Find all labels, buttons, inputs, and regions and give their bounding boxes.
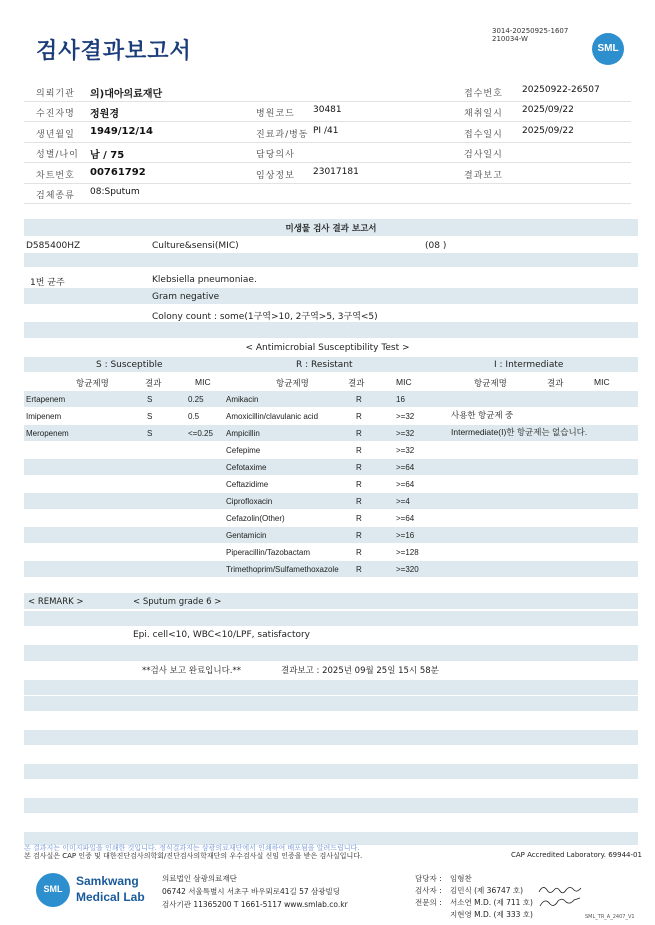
org-address: 06742 서울특별시 서초구 바우뫼로41길 57 삼광빌딩 <box>162 887 341 896</box>
drug-mic: 0.25 <box>188 395 204 404</box>
blank-band <box>24 322 638 338</box>
info-row <box>24 81 631 102</box>
field-label: 접수번호 <box>464 89 503 99</box>
field-value: 2025/09/22 <box>522 126 574 136</box>
gram-stain: Gram negative <box>152 292 220 302</box>
page-title: 검사결과보고서 <box>36 39 192 64</box>
legend-susceptible: S : Susceptible <box>96 360 163 370</box>
legend-resistant: R : Resistant <box>296 360 353 370</box>
field-label: 검체종류 <box>36 191 75 201</box>
staff-role: 전문의 : <box>415 898 442 907</box>
info-row <box>24 122 631 143</box>
drug-name: Ceftazidime <box>226 480 269 489</box>
document-id: 3014-20250925-1607 210034-W <box>492 27 569 43</box>
field-label: 차트번호 <box>36 171 75 181</box>
org-contact: 검사기관 11365200 T 1661-5117 www.smlab.co.kr <box>162 900 348 909</box>
field-label: 성별/나이 <box>36 150 79 160</box>
field-value: 23017181 <box>313 167 359 177</box>
blank-band <box>24 730 638 745</box>
column-header: 결과 <box>145 378 162 388</box>
blank-band <box>24 764 638 779</box>
brand-line-1: Samkwang <box>76 874 139 888</box>
organism-label: 1번 균주 <box>30 278 65 288</box>
info-row <box>24 101 631 122</box>
drug-mic: >=128 <box>396 548 419 557</box>
column-header: 항균제명 <box>76 378 109 388</box>
drug-name: Trimethoprim/Sulfamethoxazole <box>226 565 339 574</box>
field-label: 검사일시 <box>464 150 503 160</box>
drug-name: Gentamicin <box>226 531 267 540</box>
intermediate-note-1: 사용한 항균제 중 <box>451 410 514 420</box>
info-row <box>24 163 631 184</box>
drug-result: R <box>356 395 362 404</box>
column-header: MIC <box>195 377 211 387</box>
section-title-band <box>24 219 638 236</box>
drug-result: S <box>147 412 153 421</box>
blank-band <box>24 798 638 813</box>
info-row <box>24 183 631 204</box>
drug-mic: 16 <box>396 395 405 404</box>
intermediate-note-2: Intermediate(I)한 항균제는 없습니다. <box>451 427 588 437</box>
drug-result: S <box>147 395 153 404</box>
drug-result: R <box>356 497 362 506</box>
drug-mic: >=320 <box>396 565 419 574</box>
drug-mic: >=64 <box>396 514 415 523</box>
column-header: 항균제명 <box>276 378 309 388</box>
field-label: 진료과/병동 <box>256 130 309 140</box>
field-value: PI /41 <box>313 126 339 136</box>
remark-detail: Epi. cell<10, WBC<10/LPF, satisfactory <box>133 630 311 640</box>
remark-label: < REMARK > <box>28 597 84 607</box>
drug-name: Cefazolin(Other) <box>226 514 285 523</box>
staff-name: 임형찬 <box>450 874 472 883</box>
form-code: SML_TR_A_2407_V1 <box>585 914 635 920</box>
staff-role: 검사자 : <box>415 886 442 895</box>
drug-mic: >=32 <box>396 429 415 438</box>
field-label: 결과보고 <box>464 171 503 181</box>
row-band <box>24 493 638 509</box>
drug-result: S <box>147 429 153 438</box>
staff-name: 김민식 (제 36747 호) <box>450 886 524 895</box>
drug-mic: >=4 <box>396 497 410 506</box>
drug-mic: 0.5 <box>188 412 200 421</box>
drug-name: Imipenem <box>26 412 62 421</box>
drug-name: Cefotaxime <box>226 463 267 472</box>
field-value: 정원경 <box>90 109 119 120</box>
row-band <box>24 459 638 475</box>
cap-accreditation: CAP Accredited Laboratory. 69944-01 <box>511 851 642 859</box>
gram-band <box>24 288 638 304</box>
field-value: 30481 <box>313 105 342 115</box>
certification-note: 본 검사실은 CAP 인증 및 대한진단검사의학회/진단검사의학재단의 우수검사실 신임 인증을 받은 검사실입니다. <box>24 852 363 860</box>
blank-band <box>24 253 638 267</box>
drug-name: Cefepime <box>226 446 261 455</box>
drug-result: R <box>356 446 362 455</box>
field-value: 의)대아의료재단 <box>90 89 163 100</box>
organism-name: Klebsiella pneumoniae. <box>152 275 257 285</box>
field-label: 담당의사 <box>256 150 295 160</box>
field-value: 08:Sputum <box>90 187 140 197</box>
row-band <box>24 391 638 407</box>
sml-logo: SML <box>592 33 624 65</box>
column-header: MIC <box>396 377 412 387</box>
drug-result: R <box>356 480 362 489</box>
report-complete: **검사 보고 완료입니다.** <box>142 666 242 676</box>
legend-intermediate: I : Intermediate <box>494 360 564 370</box>
drug-name: Ertapenem <box>26 395 66 404</box>
drug-name: Ciprofloxacin <box>226 497 273 506</box>
blank-band <box>24 680 638 695</box>
field-label: 의뢰기관 <box>36 89 75 99</box>
info-row <box>24 142 631 163</box>
drug-name: Meropenem <box>26 429 69 438</box>
drug-result: R <box>356 548 362 557</box>
drug-result: R <box>356 514 362 523</box>
test-name: Culture&sensi(MIC) <box>152 241 239 251</box>
field-value: 2025/09/22 <box>522 105 574 115</box>
field-label: 병원코드 <box>256 109 295 119</box>
colony-count: Colony count : some(1구역>10, 2구역>5, 3구역<5) <box>152 312 378 322</box>
ast-title: < Antimicrobial Susceptibility Test > <box>245 343 410 353</box>
test-number: (08 ) <box>425 241 447 251</box>
drug-mic: <=0.25 <box>188 429 213 438</box>
staff-role: 담당자 : <box>415 874 442 883</box>
drug-result: R <box>356 429 362 438</box>
field-label: 접수일시 <box>464 130 503 140</box>
blank-band <box>24 611 638 626</box>
drug-result: R <box>356 412 362 421</box>
field-label: 수진자명 <box>36 109 75 119</box>
samkwang-logo-icon: SML <box>36 873 70 907</box>
field-value: 남 / 75 <box>90 150 125 161</box>
drug-name: Amoxicillin/clavulanic acid <box>226 412 319 421</box>
field-label: 채취일시 <box>464 109 503 119</box>
remark-band <box>24 593 638 609</box>
section-title: 미생물 검사 결과 보고서 <box>285 224 377 234</box>
drug-result: R <box>356 531 362 540</box>
drug-name: Ampicillin <box>226 429 260 438</box>
column-header: 결과 <box>547 378 564 388</box>
field-value: 20250922-26507 <box>522 85 600 95</box>
field-value: 00761792 <box>90 167 146 178</box>
blank-band <box>24 645 638 661</box>
drug-name: Piperacillin/Tazobactam <box>226 548 311 557</box>
sputum-grade: < Sputum grade 6 > <box>133 597 222 607</box>
watermark-note: 본 결과지는 이미지파일을 인쇄한 것입니다. 정식결과지는 삼광의료재단에서 인쇄하여 배포됨을 알려드립니다. <box>24 844 360 852</box>
field-value: 1949/12/14 <box>90 126 153 137</box>
drug-result: R <box>356 463 362 472</box>
drug-name: Amikacin <box>226 395 259 404</box>
test-code: D585400HZ <box>26 241 81 251</box>
field-label: 생년월일 <box>36 130 75 140</box>
drug-mic: >=64 <box>396 480 415 489</box>
column-header: MIC <box>594 377 610 387</box>
column-header: 항균제명 <box>474 378 507 388</box>
blank-band <box>24 696 638 711</box>
drug-mic: >=64 <box>396 463 415 472</box>
column-header: 결과 <box>348 378 365 388</box>
drug-mic: >=16 <box>396 531 415 540</box>
report-time: 결과보고 : 2025년 09월 25일 15시 58분 <box>281 666 439 676</box>
brand-line-2: Medical Lab <box>76 890 145 904</box>
drug-mic: >=32 <box>396 446 415 455</box>
row-band <box>24 527 638 543</box>
staff-name: 서소연 M.D. (제 711 호) <box>450 898 533 907</box>
signatures <box>536 880 596 912</box>
staff-name: 지현영 M.D. (제 333 호) <box>450 910 533 919</box>
drug-mic: >=32 <box>396 412 415 421</box>
field-label: 임상정보 <box>256 171 295 181</box>
drug-result: R <box>356 565 362 574</box>
org-name: 의료법인 삼광의료재단 <box>162 874 237 883</box>
